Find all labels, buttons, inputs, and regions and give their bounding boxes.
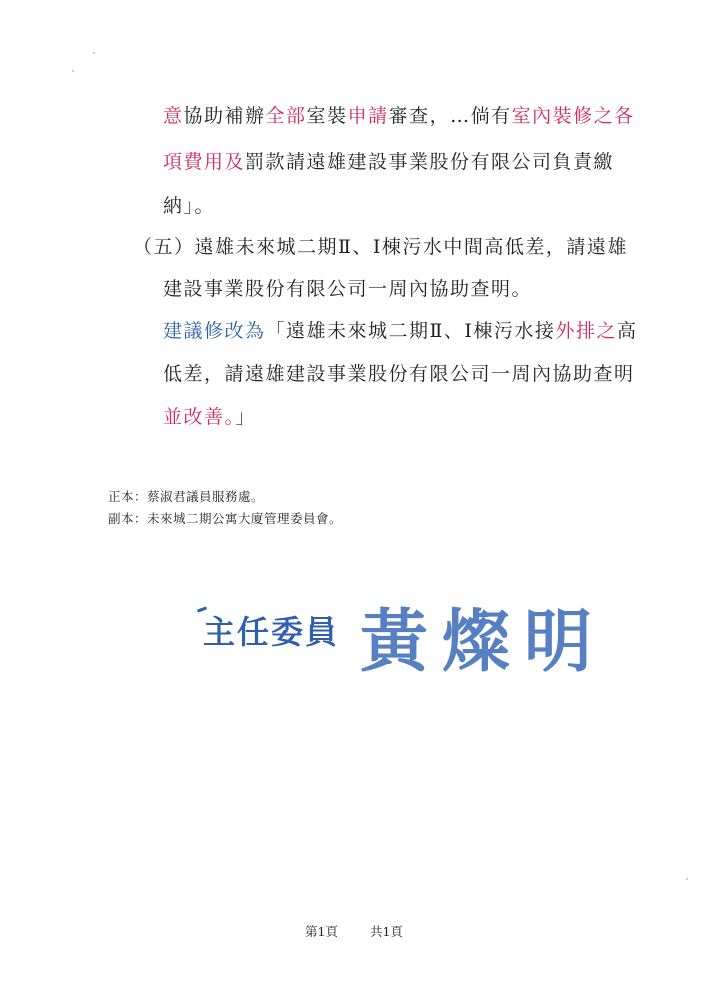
text-segment: 」 bbox=[235, 406, 257, 428]
text-segment: 審查，…倘有 bbox=[388, 105, 512, 127]
body-line-5: 建設事業股份有限公司一周內協助查明。 bbox=[163, 278, 533, 300]
text-segment: 室裝 bbox=[306, 105, 348, 127]
text-segment: 罰款請遠雄建設事業股份有限公司負責繳 bbox=[245, 151, 615, 173]
page-total: 共1頁 bbox=[369, 924, 403, 939]
body-line-4-item-five: （五）遠雄未來城二期Ⅱ、Ⅰ棟污水中間高低差，請遠雄 bbox=[133, 236, 628, 258]
body-line-3: 納」。 bbox=[163, 195, 216, 217]
text-segment: 高 bbox=[616, 320, 638, 342]
text-segment-red: 項費用及 bbox=[163, 151, 246, 173]
text-segment: 「遠雄未來城二期Ⅱ、Ⅰ棟污水接 bbox=[265, 320, 556, 342]
text-segment-red: 外排之 bbox=[555, 320, 617, 342]
text-segment-red: 室內裝修之各 bbox=[511, 105, 635, 127]
scan-speck bbox=[72, 70, 74, 72]
text-segment-red: 意 bbox=[163, 105, 184, 127]
body-line-7: 低差，請遠雄建設事業股份有限公司一周內協助查明 bbox=[163, 363, 635, 385]
body-line-6 bbox=[163, 319, 637, 343]
text-segment-blue: 建議修改為 bbox=[163, 320, 266, 342]
scan-speck bbox=[686, 878, 688, 880]
recipient-copy: 副本：未來城二期公寓大廈管理委員會。 bbox=[108, 511, 343, 526]
page-footer bbox=[0, 922, 708, 940]
text-segment-red: 全部 bbox=[265, 105, 307, 127]
page-number: 第1頁 bbox=[305, 924, 338, 939]
body-line-8 bbox=[163, 405, 256, 429]
signature-name-stamp: 黃燦明 bbox=[360, 602, 607, 682]
signature-title-stamp: 主任委員 bbox=[203, 613, 340, 651]
scan-speck bbox=[93, 52, 95, 54]
text-segment: 協助補辦 bbox=[183, 105, 266, 127]
text-segment-red: 並改善。 bbox=[163, 406, 236, 428]
body-line-2 bbox=[163, 150, 614, 174]
body-line-1 bbox=[163, 104, 635, 128]
recipient-original: 正本：蔡淑君議員服務處。 bbox=[108, 489, 265, 504]
text-segment-red: 申請 bbox=[347, 105, 389, 127]
